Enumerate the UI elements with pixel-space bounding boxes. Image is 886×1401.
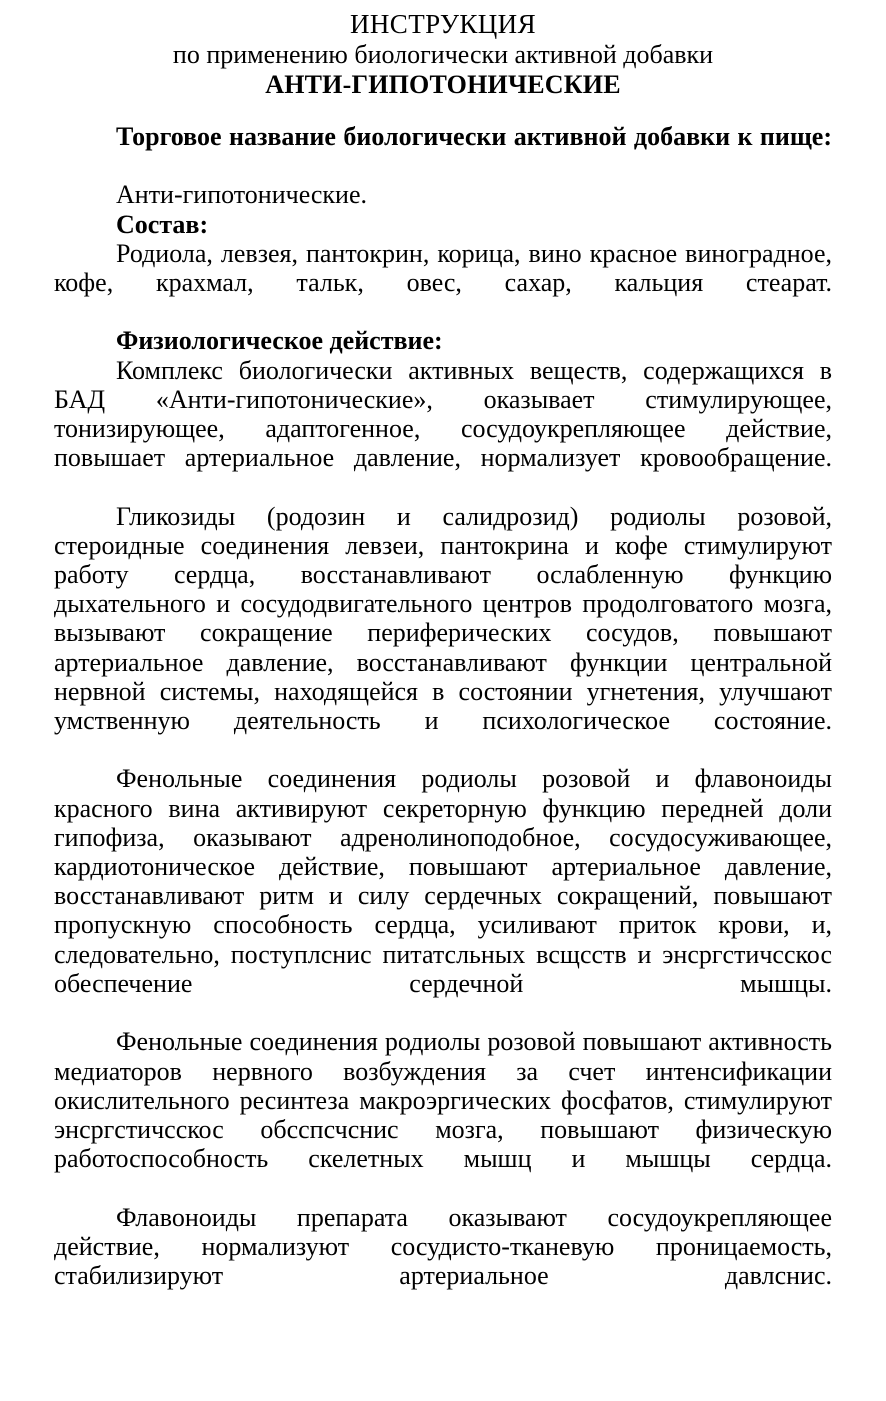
paragraph-complex-substances: Комплекс биологически активных веществ, содержащихся в БАД «Анти-гипотонические», оказывает стимулирующее, тонизирующее, адаптогенное, сосудоукрепляющее действие, повышает артериальное давление, нормализует кровообращение. [54,355,832,473]
section-heading-composition: Состав: [116,209,209,239]
section-body-trade-name: Анти-гипотонические. [116,180,368,210]
document-body [54,100,832,1319]
paragraph-phenolic-compounds-mediators: Фенольные соединения родиолы розовой повышают активность медиаторов нервного возбуждения за счет интенсификации окислительного ресинтеза макроэргических фосфатов, стимулируют энсргстичсскос обсспсчснис мозга, повышают физическую работоспособность скелетных мышц и мышцы сердца. [54,1027,832,1174]
document-header [0,0,886,100]
section-heading-physiological-action: Физиологическое действие: [116,326,443,356]
paragraph-flavonoids-vascular: Флавоноиды препарата оказывают сосудоукрепляющее действие, нормализуют сосудисто-тканевую проницаемость, стабилизируют артериальное давлснис. [54,1202,832,1290]
paragraph-phenolic-compounds-flavonoids: Фенольные соединения родиолы розовой и флавоноиды красного вина активируют секреторную функцию передней доли гипофиза, оказывают адренолиноподобное, сосудосуживающее, кардиотоническое действие, повышают артериальное давление, восстанавливают ритм и силу сердечных сокращений, повышают пропускную способность сердца, усиливают приток крови, и, следовательно, поступлснис питатсльных вcщсств и энсргстичсскос обеспечение сердечной мышцы. [54,764,832,998]
product-name-title: АНТИ-ГИПОТОНИЧЕСКИЕ [265,70,621,99]
page-title: ИНСТРУКЦИЯ [350,9,536,39]
paragraph-glycosides: Гликозиды (родозин и салидрозид) родиолы розовой, стероидные соединения левзеи, пантокрина и кофе стимулируют работу сердца, восстанавливают ослабленную функцию дыхательного и сосудодвигательного центров продолговатого мозга, вызывают сокращение периферических сосудов, повышают артериальное давление, восстанавливают функции центральной нервной системы, находящейся в состоянии угнетения, улучшают умственную деятельность и психологическое состояние. [54,501,832,736]
section-body-composition: Родиола, левзея, пантокрин, корица, вино красное виноградное, кофе, крахмал, тальк, овес, сахар, кальция стеарат. [54,238,832,298]
document-subtitle: по применению биологически активной добавки [172,40,714,69]
section-heading-trade-name: Торговое название биологически активной добавки к пище: [116,122,832,151]
